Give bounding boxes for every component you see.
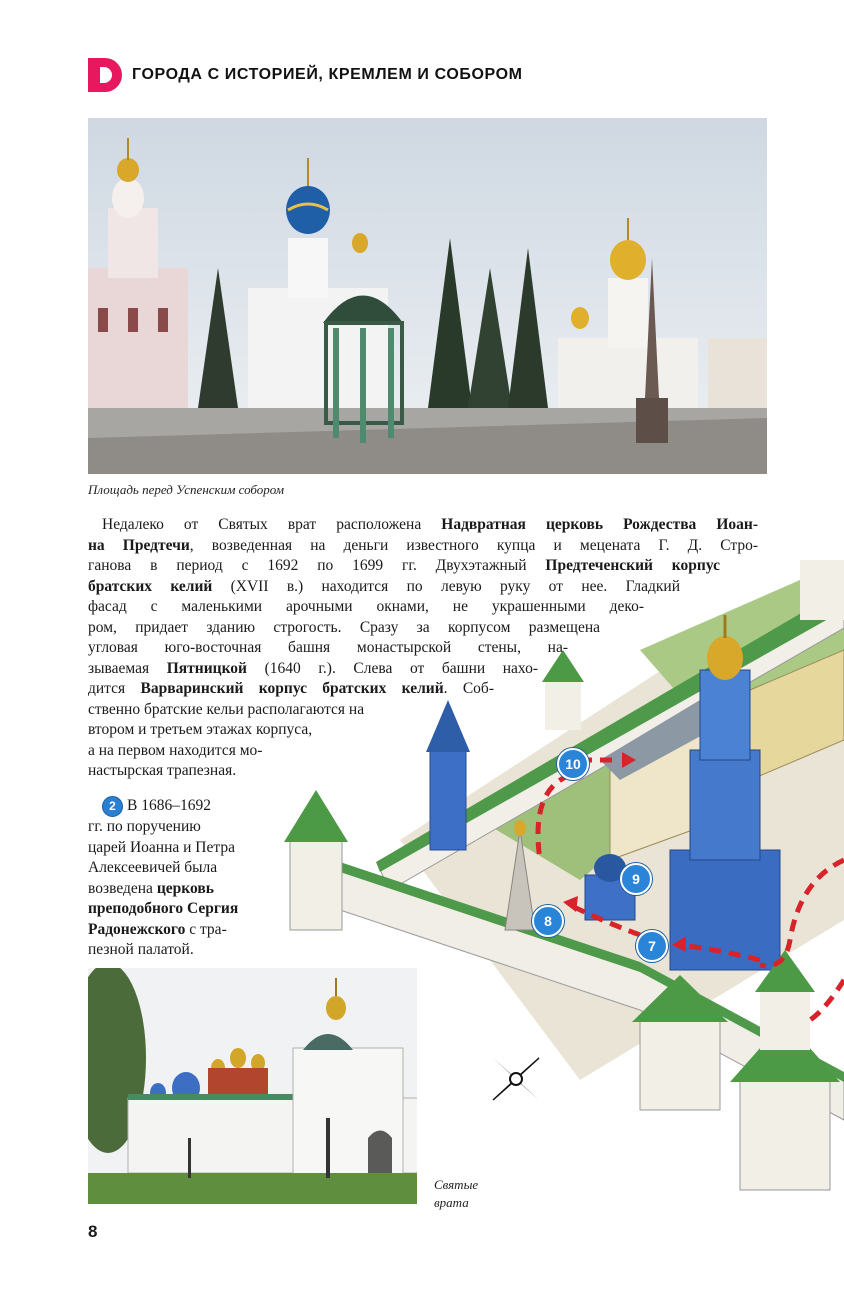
photo-holy-gates xyxy=(88,968,417,1204)
text-line: ственно братские кельи располагаются на xyxy=(88,700,365,718)
map-marker-10: 10 xyxy=(557,748,589,780)
text-line: возведена церковь xyxy=(88,879,214,897)
text-line: пезной палатой. xyxy=(88,941,194,958)
text-line: царей Иоанна и Петра xyxy=(88,838,235,856)
map-marker-9: 9 xyxy=(620,863,652,895)
caption-line: врата xyxy=(434,1195,469,1210)
number-badge: 2 xyxy=(102,796,123,817)
photo-assumption-square xyxy=(88,118,767,474)
section-header xyxy=(88,58,523,92)
text-line: Радонежского с тра- xyxy=(88,920,227,938)
text-line: дится Варваринский корпус братских келий. Соб- xyxy=(88,680,494,697)
section-marker-icon xyxy=(88,58,122,92)
text-line: фасад с маленькими арочными окнами, не украшенными деко- xyxy=(88,598,644,615)
text-line: Недалеко от Святых врат расположена Надвратная церковь Рождества Иоан- xyxy=(102,516,759,533)
side-paragraph xyxy=(88,796,288,961)
text-line: Алексеевичей была xyxy=(88,859,218,876)
photo-caption-bottom xyxy=(434,1176,478,1212)
map-marker-8: 8 xyxy=(532,905,564,937)
text-line: на Предтечи, возведенная на деньги известного купца и мецената Г. Д. Стро- xyxy=(88,536,758,554)
main-paragraph xyxy=(88,515,758,782)
text-line: гг. по поручению xyxy=(88,818,201,835)
page-number: 8 xyxy=(88,1222,98,1241)
section-title: ГОРОДА С ИСТОРИЕЙ, КРЕМЛЕМ И СОБОРОМ xyxy=(132,66,523,83)
text-line: 2 В 1686–1692 xyxy=(88,796,288,817)
compass-rose-icon xyxy=(487,1050,545,1108)
map-marker-7: 7 xyxy=(636,930,668,962)
text-line: втором и третьем этажах корпуса, xyxy=(88,721,313,738)
text-line: зываемая Пятницкой (1640 г.). Слева от башни нахо- xyxy=(88,659,538,677)
text-line: преподобного Сергия xyxy=(88,900,239,917)
text-line: ганова в период с 1692 по 1699 гг. Двухэтажный Предтеченский корпус xyxy=(88,557,720,574)
text-line: а на первом находится мо- xyxy=(88,741,263,759)
text-line: ром, придает зданию строгость. Сразу за корпусом размещена xyxy=(88,618,600,636)
text-line: настырская трапезная. xyxy=(88,762,237,779)
caption-line: Святые xyxy=(434,1177,479,1192)
photo-caption-top: Площадь перед Успенским собором xyxy=(88,482,285,497)
text-line: братских келий (XVII в.) находится по левую руку от нее. Гладкий xyxy=(88,577,680,595)
text-line: угловая юго-восточная башня монастырской стены, на- xyxy=(88,639,568,656)
